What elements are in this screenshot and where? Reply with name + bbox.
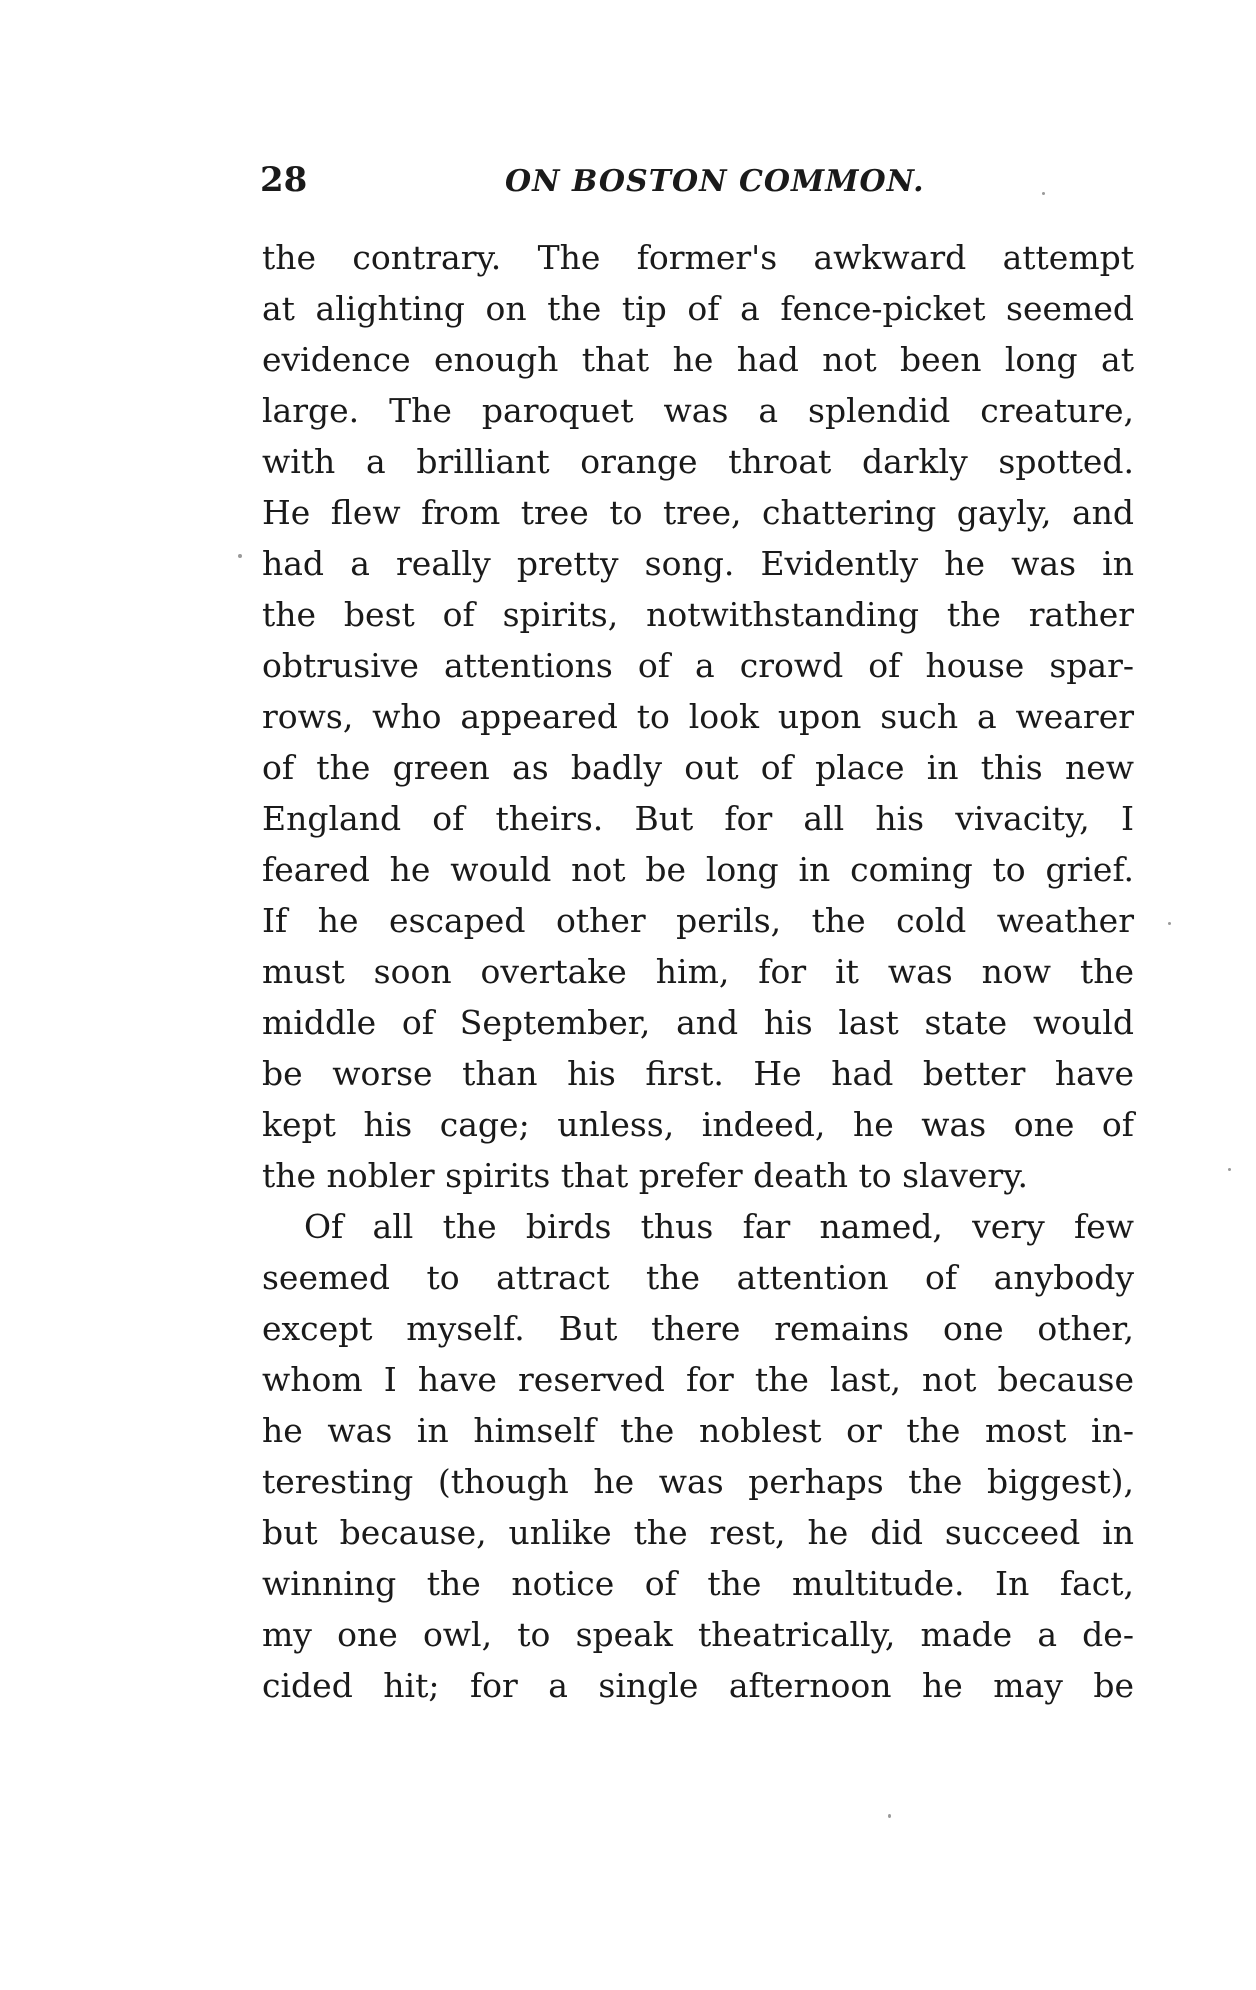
text-line: he was in himself the noblest or the most in- — [262, 1411, 1134, 1450]
paragraph-1 — [262, 232, 1134, 1201]
speck — [1042, 192, 1045, 195]
text-line: must soon overtake him, for it was now the — [262, 952, 1134, 991]
speck — [238, 554, 242, 558]
text-line: except myself. But there remains one other, — [262, 1309, 1134, 1348]
text-line: evidence enough that he had not been long at — [262, 340, 1134, 379]
text-line: of the green as badly out of place in this new — [262, 748, 1134, 787]
text-line: teresting (though he was perhaps the biggest), — [262, 1462, 1134, 1501]
page-header — [260, 160, 1140, 210]
text-line: my one owl, to speak theatrically, made a de- — [262, 1615, 1134, 1654]
text-line: the best of spirits, notwithstanding the rather — [262, 595, 1134, 634]
text-line: seemed to attract the attention of anybody — [262, 1258, 1134, 1297]
text-line: whom I have reserved for the last, not because — [262, 1360, 1134, 1399]
text-line: the nobler spirits that prefer death to slavery. — [262, 1156, 1028, 1195]
page-number: 28 — [260, 160, 308, 200]
text-line: but because, unlike the rest, he did succeed in — [262, 1513, 1134, 1552]
speck — [888, 1814, 891, 1818]
text-line: had a really pretty song. Evidently he was in — [262, 544, 1134, 583]
text-line: Of all the birds thus far named, very few — [304, 1207, 1134, 1246]
text-line: feared he would not be long in coming to grief. — [262, 850, 1134, 889]
text-line: the contrary. The former's awkward attempt — [262, 238, 1134, 277]
text-line: cided hit; for a single afternoon he may be — [262, 1666, 1134, 1705]
text-line: England of theirs. But for all his vivacity, I — [262, 799, 1134, 838]
text-line: large. The paroquet was a splendid creature, — [262, 391, 1134, 430]
text-line: winning the notice of the multitude. In fact, — [262, 1564, 1134, 1603]
speck — [1168, 922, 1171, 925]
body-text — [262, 232, 1134, 1711]
speck — [1228, 1168, 1231, 1171]
running-head: ON BOSTON COMMON. — [505, 164, 925, 199]
text-line: rows, who appeared to look upon such a wearer — [262, 697, 1134, 736]
text-line: kept his cage; unless, indeed, he was one of — [262, 1105, 1134, 1144]
text-line: He flew from tree to tree, chattering gayly, and — [262, 493, 1134, 532]
text-line: with a brilliant orange throat darkly spotted. — [262, 442, 1134, 481]
text-line: If he escaped other perils, the cold weather — [262, 901, 1134, 940]
text-line: middle of September, and his last state would — [262, 1003, 1134, 1042]
text-line: be worse than his first. He had better have — [262, 1054, 1134, 1093]
paragraph-2 — [262, 1201, 1134, 1711]
text-line: at alighting on the tip of a fence-picket seemed — [262, 289, 1134, 328]
text-line: obtrusive attentions of a crowd of house spar- — [262, 646, 1134, 685]
